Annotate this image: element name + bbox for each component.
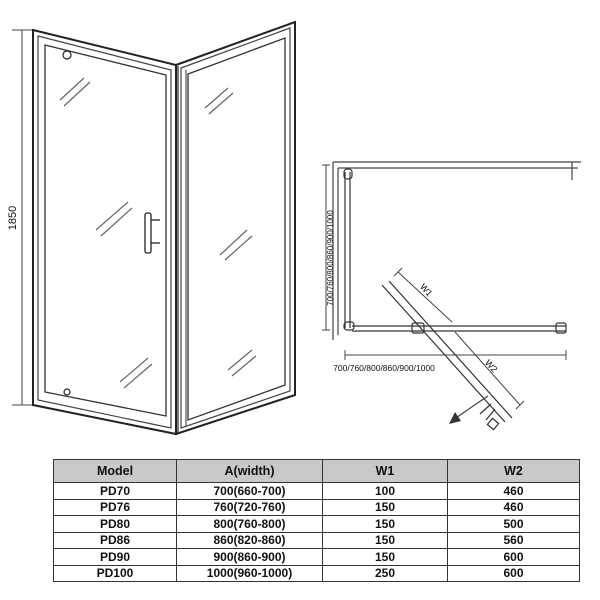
table-row <box>54 499 580 516</box>
cell-model: PD80 <box>54 516 177 533</box>
w1-label: W1 <box>417 281 435 299</box>
cell-width: 860(820-860) <box>177 532 323 549</box>
swing-arrow-icon <box>449 396 488 424</box>
front-width-label: 700/760/800/860/900/1000 <box>333 363 435 373</box>
cell-w1: 100 <box>323 483 448 500</box>
cell-width: 800(760-800) <box>177 516 323 533</box>
cell-width: 1000(960-1000) <box>177 565 323 582</box>
w2-label: W2 <box>482 357 500 375</box>
table-row <box>54 549 580 566</box>
cell-w1: 250 <box>323 565 448 582</box>
height-label: 1850 <box>7 205 19 231</box>
cell-model: PD90 <box>54 549 177 566</box>
table-row <box>54 565 580 582</box>
plan-view <box>322 162 581 430</box>
table-header-row <box>54 460 580 483</box>
cell-w1: 150 <box>323 549 448 566</box>
table-row <box>54 483 580 500</box>
cell-w2: 560 <box>448 532 580 549</box>
cell-w2: 600 <box>448 549 580 566</box>
cell-width: 760(720-760) <box>177 499 323 516</box>
column-header-width: A(width) <box>177 460 323 483</box>
column-header-model: Model <box>54 460 177 483</box>
cell-width: 900(860-900) <box>177 549 323 566</box>
cell-w1: 150 <box>323 532 448 549</box>
cell-model: PD70 <box>54 483 177 500</box>
cell-width: 700(660-700) <box>177 483 323 500</box>
cell-w2: 600 <box>448 565 580 582</box>
column-header-w2: W2 <box>448 460 580 483</box>
table-row <box>54 516 580 533</box>
side-width-label: 700/760/800/860/900/1000 <box>326 210 335 306</box>
column-header-w1: W1 <box>323 460 448 483</box>
cell-w1: 150 <box>323 516 448 533</box>
cell-model: PD86 <box>54 532 177 549</box>
side-panel <box>176 22 295 434</box>
cell-w2: 500 <box>448 516 580 533</box>
cell-w1: 150 <box>323 499 448 516</box>
table-row <box>54 532 580 549</box>
cell-w2: 460 <box>448 499 580 516</box>
door-panel <box>33 30 176 434</box>
cell-model: PD76 <box>54 499 177 516</box>
model-spec-table <box>53 459 580 582</box>
cell-model: PD100 <box>54 565 177 582</box>
cell-w2: 460 <box>448 483 580 500</box>
